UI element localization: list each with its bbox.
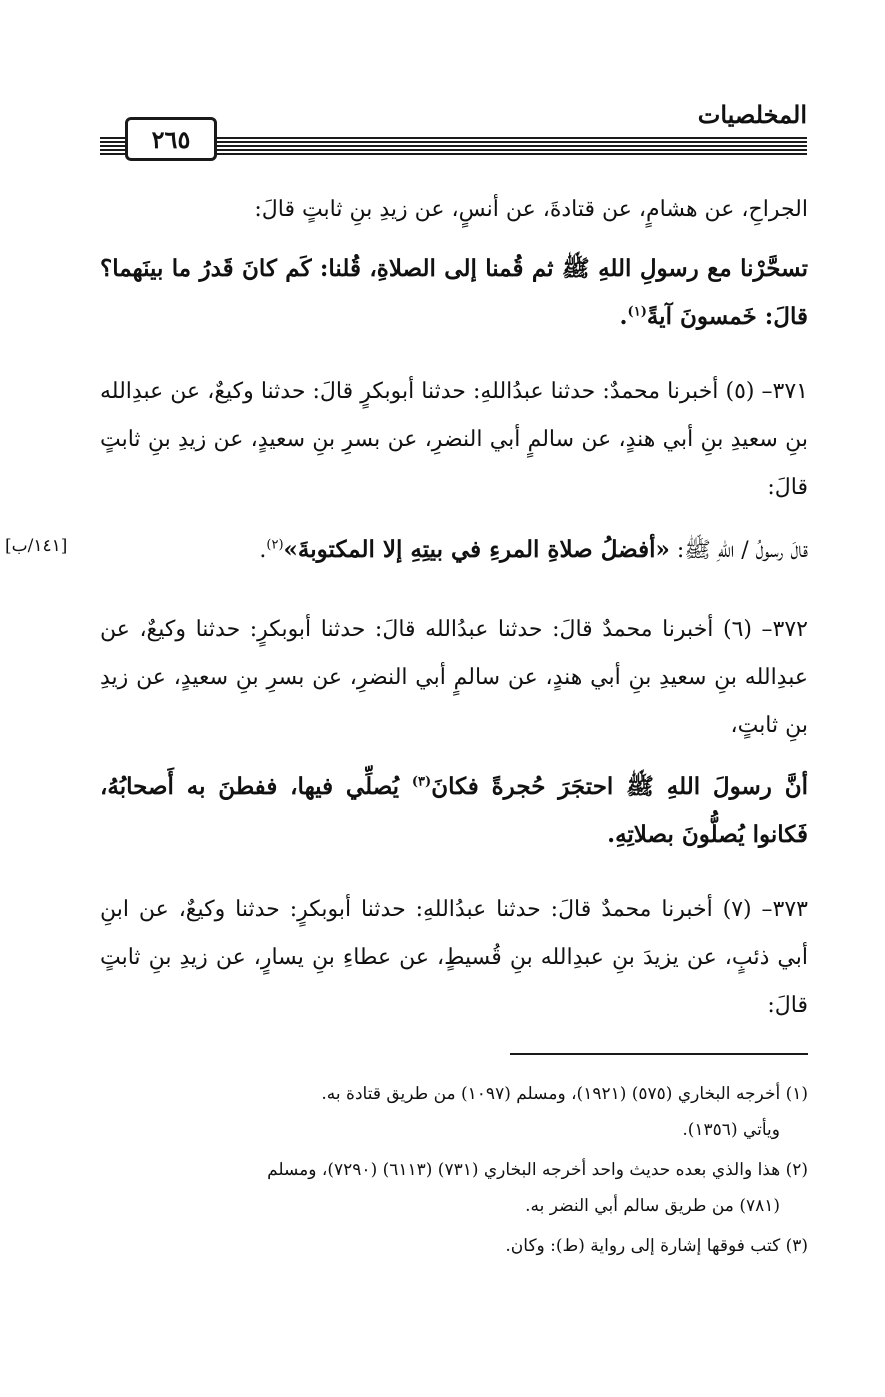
footnote-marker-1[interactable]: (١)	[627, 304, 647, 320]
footnote-1	[100, 1076, 808, 1148]
footnote-line: (٢) هذا والذي بعده حديث واحد أخرجه البخاري (٧٣١) (٦١١٣) (٧٢٩٠)، ومسلم	[267, 1160, 808, 1180]
manuscript-folio-reference: [١٤١/ب]	[5, 536, 68, 556]
matn-end: .	[259, 538, 267, 563]
hadith-matn-370	[100, 245, 808, 341]
book-title: المخلصيات	[697, 100, 807, 129]
page-number-frame	[125, 117, 217, 161]
footnote-marker-3[interactable]: (٣)	[411, 774, 432, 790]
hadith-372-matn	[100, 763, 808, 859]
footnote-3	[100, 1228, 808, 1264]
isnad-text: ٣٧١– (٥) أخبرنا محمدٌ: حدثنا عبدُاللهِ: حدثنا أبوبكرٍ قالَ: حدثنا وكيعٌ، عن عبدِالله بنِ سعيدِ بنِ أبي هندٍ، عن سالمٍ أبي النضرِ، عن بسرِ بنِ سعيدٍ، عن زيدِ بنِ ثابتٍ قالَ:	[100, 379, 808, 500]
page-number: ٢٦٥	[151, 124, 191, 154]
isnad-text: الجراحِ، عن هشامٍ، عن قتادةَ، عن أنسٍ، عن زيدِ بنِ ثابتٍ قالَ:	[254, 197, 808, 222]
matn-text: تسحَّرْنا مع رسولِ اللهِ ﷺ ثم قُمنا إلى الصلاةِ، قُلنا: كَم كانَ قَدرُ ما بينَهما؟ قالَ: خَمسونَ آيةً	[100, 255, 808, 330]
isnad-text: ٣٧٢– (٦) أخبرنا محمدٌ قالَ: حدثنا عبدُالله قالَ: حدثنا أبوبكرٍ: حدثنا وكيعٌ، عن عبدِالله بنِ سعيدِ بنِ أبي هندٍ، عن سالمٍ أبي النضرِ، عن بسرِ بنِ سعيدٍ، عن زيدِ بنِ ثابتٍ،	[100, 617, 808, 738]
hadith-372-isnad	[100, 606, 808, 750]
matn-text-a: أنَّ رسولَ اللهِ ﷺ احتجَرَ حُجرةً فكانَ	[431, 773, 808, 800]
footnote-2	[100, 1152, 808, 1224]
footnote-marker-2[interactable]: (٢)	[266, 537, 284, 553]
matn-end: .	[619, 303, 628, 330]
footnote-line: (١) أخرجه البخاري (٥٧٥) (١٩٢١)، ومسلم (١٠٩٧) من طريق قتادة به.	[321, 1084, 808, 1104]
footnote-line: (٣) كتب فوقها إشارة إلى رواية (ط): وكان.	[505, 1236, 808, 1256]
footnote-line: (٧٨١) من طريق سالم أبي النضر به.	[525, 1196, 780, 1216]
footnote-separator	[510, 1053, 808, 1055]
hadith-371-matn	[100, 526, 808, 575]
hadith-371-isnad	[100, 368, 808, 512]
matn-text-b: يُصلِّي فيها، ففطنَ به أَصحابُهُ، فَكانوا يُصلُّونَ بصلاتِهِ.	[100, 773, 808, 848]
hadith-373-isnad	[100, 886, 808, 1030]
matn-intro: قالَ رسولُ / اللهِ ﷺ:	[669, 538, 808, 563]
matn-text: «أفضلُ صلاةِ المرءِ في بيتِهِ إلا المكتوبةَ»	[283, 536, 670, 563]
isnad-continuation	[100, 186, 808, 234]
footnote-line: ويأتي (١٣٥٦).	[682, 1120, 780, 1140]
isnad-text: ٣٧٣– (٧) أخبرنا محمدٌ قالَ: حدثنا عبدُاللهِ: حدثنا أبوبكرٍ: حدثنا وكيعٌ، عن ابنِ أبي ذئبٍ، عن يزيدَ بنِ عبدِالله بنِ قُسيطٍ، عن عطاءِ بنِ يسارٍ، عن زيدِ بنِ ثابتٍ قالَ:	[100, 897, 808, 1018]
footnotes	[100, 1076, 808, 1268]
